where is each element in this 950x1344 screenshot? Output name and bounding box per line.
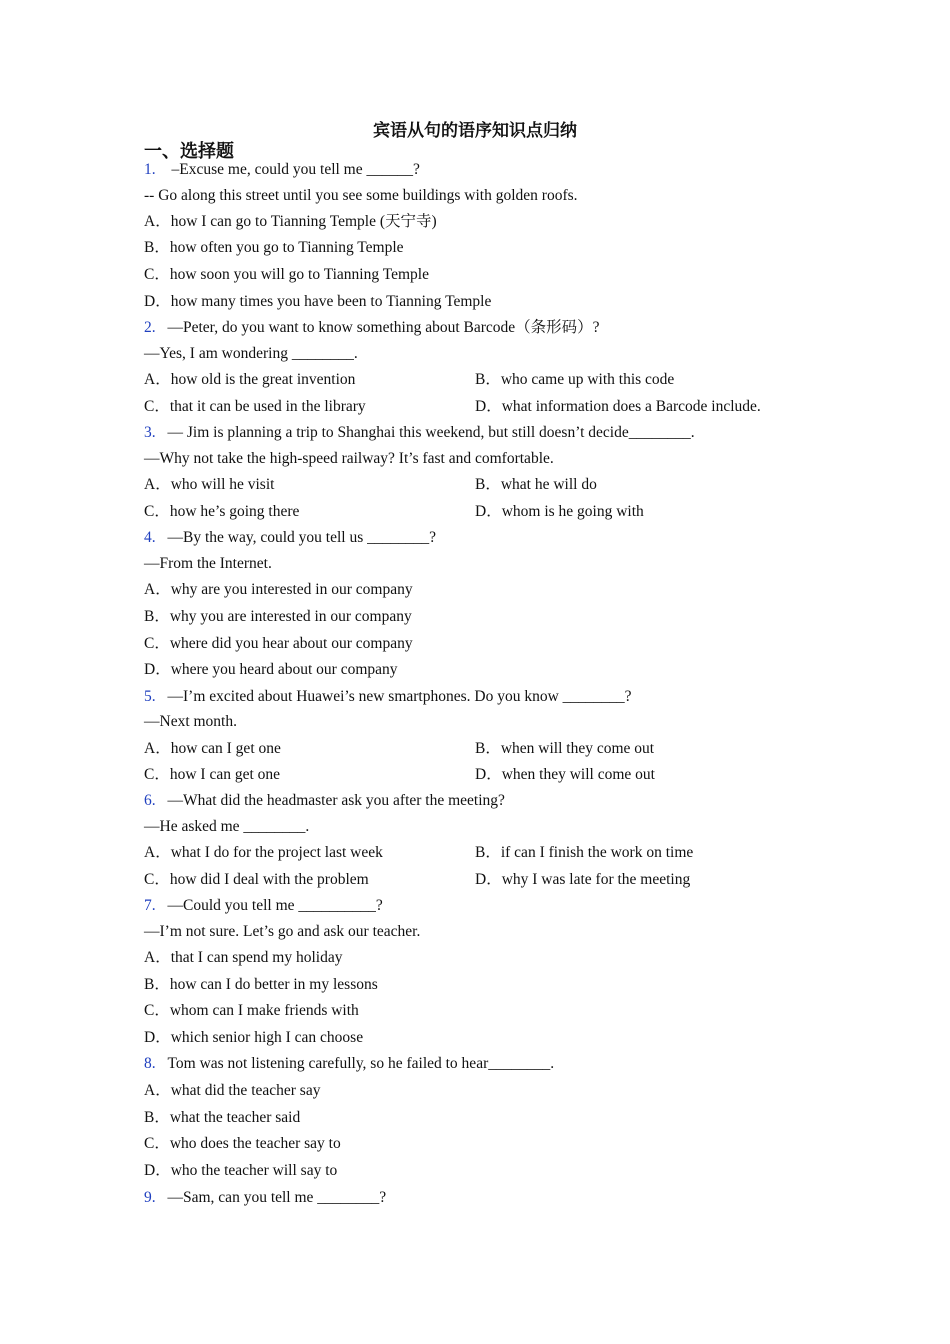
question-number: 2.	[144, 319, 156, 336]
option-d[interactable]: D．whom is he going with	[475, 503, 644, 520]
question-reply: —Why not take the high-speed railway? It’s fast and comfortable.	[144, 450, 554, 467]
option-b[interactable]: B．when will they come out	[475, 740, 655, 757]
option-b[interactable]: B．if can I finish the work on time	[475, 844, 694, 861]
option-c[interactable]: C．how I can get one	[144, 766, 281, 783]
option-d[interactable]: D．who the teacher will say to	[144, 1162, 338, 1179]
question-stem: —Sam, can you tell me ________?	[167, 1189, 387, 1206]
question-stem: —Peter, do you want to know something about Barcode（条形码）?	[167, 319, 600, 336]
question-stem: Tom was not listening carefully, so he failed to hear________.	[167, 1055, 555, 1072]
question-reply: —Yes, I am wondering ________.	[144, 345, 358, 362]
question-number: 9.	[144, 1189, 156, 1206]
question-5	[144, 687, 632, 707]
option-a[interactable]: A．why are you interested in our company	[144, 581, 413, 598]
option-a[interactable]: A．what I do for the project last week	[144, 844, 383, 861]
question-2	[144, 318, 600, 338]
option-c[interactable]: C．who does the teacher say to	[144, 1135, 341, 1152]
option-d[interactable]: D．why I was late for the meeting	[475, 871, 691, 888]
option-b[interactable]: B．why you are interested in our company	[144, 608, 412, 625]
option-a[interactable]: A．how I can go to Tianning Temple (天宁寺)	[144, 213, 437, 230]
option-a[interactable]: A．who will he visit	[144, 476, 275, 493]
option-b[interactable]: B．what the teacher said	[144, 1109, 301, 1126]
question-number: 5.	[144, 688, 156, 705]
question-stem: —I’m excited about Huawei’s new smartphones. Do you know ________?	[167, 688, 632, 705]
option-a[interactable]: A．how can I get one	[144, 740, 281, 757]
option-d[interactable]: D．which senior high I can choose	[144, 1029, 364, 1046]
option-d[interactable]: D．when they will come out	[475, 766, 655, 783]
option-c[interactable]: C．where did you hear about our company	[144, 635, 413, 652]
page-title: 宾语从句的语序知识点归纳	[373, 121, 577, 141]
option-d[interactable]: D．what information does a Barcode include.	[475, 398, 761, 415]
question-number: 6.	[144, 792, 156, 809]
question-number: 8.	[144, 1055, 156, 1072]
option-d[interactable]: D．where you heard about our company	[144, 661, 398, 678]
option-c[interactable]: C．how he’s going there	[144, 503, 300, 520]
question-8	[144, 1054, 554, 1074]
section-heading: 一、选择题	[144, 141, 234, 162]
option-b[interactable]: B．who came up with this code	[475, 371, 675, 388]
question-stem: –Excuse me, could you tell me ______?	[171, 161, 420, 178]
question-stem: —Could you tell me __________?	[167, 897, 383, 914]
question-stem: — Jim is planning a trip to Shanghai this weekend, but still doesn’t decide________.	[167, 424, 695, 441]
option-d[interactable]: D．how many times you have been to Tianning Temple	[144, 293, 492, 310]
question-reply: —He asked me ________.	[144, 818, 310, 835]
question-number: 4.	[144, 529, 156, 546]
question-stem: —By the way, could you tell us ________?	[167, 529, 436, 546]
question-stem: —What did the headmaster ask you after the meeting?	[167, 792, 505, 809]
question-7	[144, 896, 383, 916]
option-c[interactable]: C．how soon you will go to Tianning Temple	[144, 266, 429, 283]
question-reply: —Next month.	[144, 713, 237, 730]
question-reply: —I’m not sure. Let’s go and ask our teacher.	[144, 923, 421, 940]
question-number: 7.	[144, 897, 156, 914]
question-reply: —From the Internet.	[144, 555, 272, 572]
option-a[interactable]: A．what did the teacher say	[144, 1082, 321, 1099]
question-1	[144, 160, 420, 180]
option-c[interactable]: C．whom can I make friends with	[144, 1002, 359, 1019]
option-c[interactable]: C．how did I deal with the problem	[144, 871, 369, 888]
option-a[interactable]: A．that I can spend my holiday	[144, 949, 343, 966]
option-a[interactable]: A．how old is the great invention	[144, 371, 356, 388]
option-c[interactable]: C．that it can be used in the library	[144, 398, 366, 415]
question-6	[144, 791, 505, 811]
option-b[interactable]: B．what he will do	[475, 476, 597, 493]
question-number: 1.	[144, 161, 156, 178]
question-number: 3.	[144, 424, 156, 441]
question-9	[144, 1188, 386, 1208]
option-b[interactable]: B．how can I do better in my lessons	[144, 976, 378, 993]
question-3	[144, 423, 695, 443]
option-b[interactable]: B．how often you go to Tianning Temple	[144, 239, 404, 256]
question-4	[144, 528, 436, 548]
question-reply: -- Go along this street until you see some buildings with golden roofs.	[144, 187, 578, 204]
